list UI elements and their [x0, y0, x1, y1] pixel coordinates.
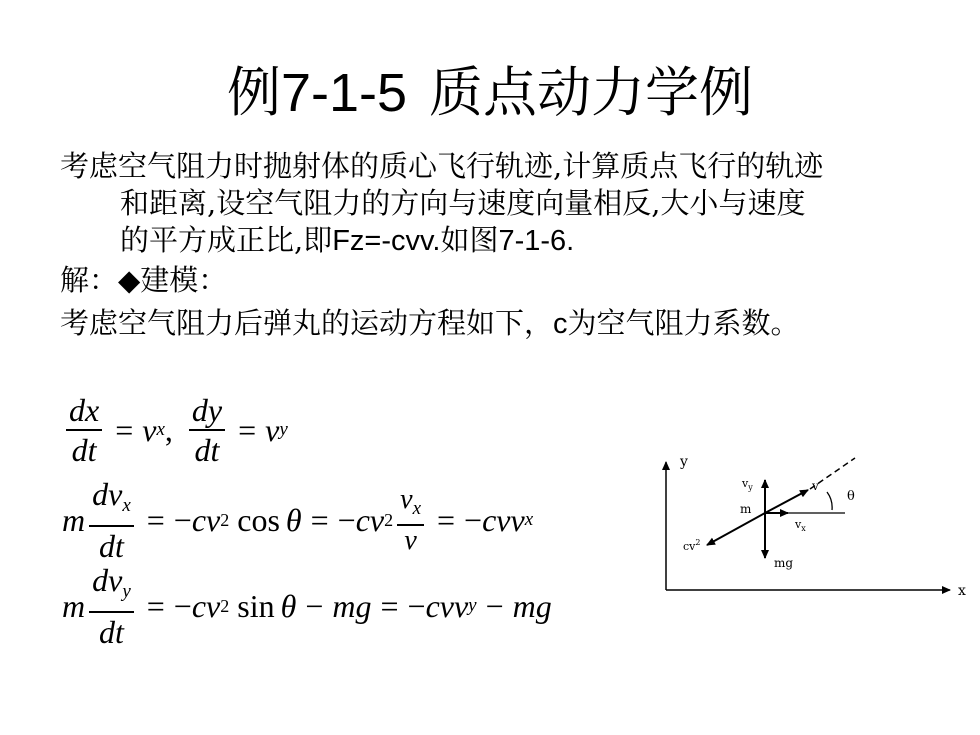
slide-title [0, 58, 980, 128]
v-label: v [812, 479, 819, 493]
vy-label: $v_y$ [742, 477, 753, 492]
paragraph-line-3 [60, 222, 940, 260]
line3-ref: 如图 [440, 223, 499, 257]
vx-label: $v_x$ [795, 518, 806, 533]
intro-text-end: 为空气阻力系数。 [567, 306, 800, 340]
cv2-label: $cv^2$ [683, 538, 701, 553]
theta-label: θ [847, 489, 855, 504]
title-code: 7-1-5 [280, 63, 408, 123]
y-axis-label: y [680, 454, 688, 470]
coefficient-symbol: c [553, 308, 568, 340]
equation-3: m $\frac{dv_y}{dt}$ = − cv 2 sin θ − mg = − cvv y − mg [62, 562, 552, 650]
equation-2: m $\frac{dv_x}{dt}$ = − cv 2 cos θ = − cv 2 $\frac{v_x}{v}$ = − cvv x [62, 476, 534, 564]
drag-arrow [707, 513, 765, 545]
title-prefix: 例 [226, 61, 281, 124]
force-formula: Fz=-cvv. [332, 225, 441, 257]
mass-label: m [740, 502, 752, 516]
intro-text: 考虑空气阻力后弹丸的运动方程如下， [60, 306, 554, 340]
figure-ref: 7-1-6. [498, 225, 575, 257]
equation-1: $\frac{dx}{dt}$ = v x , $\frac{dy}{dt}$ = v y [62, 392, 288, 468]
line3-text: 的平方成正比,即 [120, 223, 333, 257]
velocity-arrow [765, 490, 808, 513]
paragraph-line-2: 和距离,设空气阻力的方向与速度向量相反,大小与速度 [120, 186, 806, 220]
solution-label: 解：◆建模： [60, 263, 228, 297]
force-diagram [650, 440, 970, 605]
paragraph-line-1: 考虑空气阻力时抛射体的质心飞行轨迹,计算质点飞行的轨迹 [60, 149, 824, 183]
equation-intro [60, 305, 800, 343]
theta-arc [827, 492, 832, 510]
title-suffix: 质点动力学例 [429, 61, 754, 124]
x-axis-label: x [958, 583, 966, 599]
mg-label: mg [774, 556, 794, 570]
problem-paragraph [60, 148, 940, 260]
